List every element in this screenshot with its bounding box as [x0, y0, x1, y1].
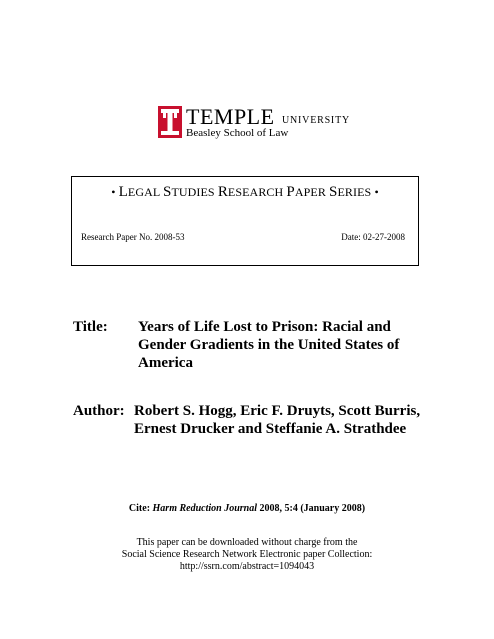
- temple-logo: [158, 106, 358, 140]
- series-word-4-initial: P: [286, 184, 295, 200]
- series-title: [72, 184, 418, 201]
- logo-brand: TEMPLE: [186, 104, 275, 129]
- paper-number: Research Paper No. 2008-53: [81, 232, 185, 242]
- series-word-2-initial: S: [162, 184, 172, 200]
- citation-prefix: Cite:: [128, 503, 151, 514]
- ssrn-link[interactable]: http://ssrn.com/abstract=1094043: [179, 561, 315, 572]
- series-word-1-rest: EGAL: [127, 185, 160, 199]
- note-line-1: This paper can be downloaded without charge from the: [136, 537, 358, 548]
- series-word-5-initial: S: [329, 184, 338, 200]
- series-word-1-initial: L: [118, 184, 128, 200]
- paper-authors: Robert S. Hogg, Eric F. Druyts, Scott Burris, Ernest Drucker and Steffanie A. Strathdee: [134, 403, 421, 437]
- bullet-left: •: [111, 185, 116, 199]
- series-word-3-initial: R: [217, 184, 228, 200]
- download-note: [0, 537, 494, 573]
- note-line-2: Social Science Research Network Electronic paper Collection:: [121, 549, 373, 560]
- paper-title: Years of Life Lost to Prison: Racial and Gender Gradients in the United States of America: [138, 319, 400, 371]
- logo-school: Beasley School of Law: [186, 127, 289, 139]
- series-word-4-rest: APER: [294, 185, 326, 199]
- temple-t-icon: [158, 106, 182, 138]
- paper-date: Date: 02-27-2008: [341, 232, 405, 242]
- series-box: [71, 176, 419, 266]
- title-label: Title:: [73, 319, 108, 335]
- citation: [0, 503, 494, 514]
- bullet-right: •: [374, 185, 379, 199]
- series-word-3-rest: ESEARCH: [227, 185, 284, 199]
- author-label: Author:: [73, 403, 125, 419]
- logo-university: UNIVERSITY: [282, 115, 350, 126]
- series-word-5-rest: ERIES: [337, 185, 372, 199]
- citation-journal: Harm Reduction Journal: [152, 503, 257, 514]
- citation-details: 2008, 5:4 (January 2008): [259, 503, 366, 514]
- series-word-2-rest: TUDIES: [171, 185, 215, 199]
